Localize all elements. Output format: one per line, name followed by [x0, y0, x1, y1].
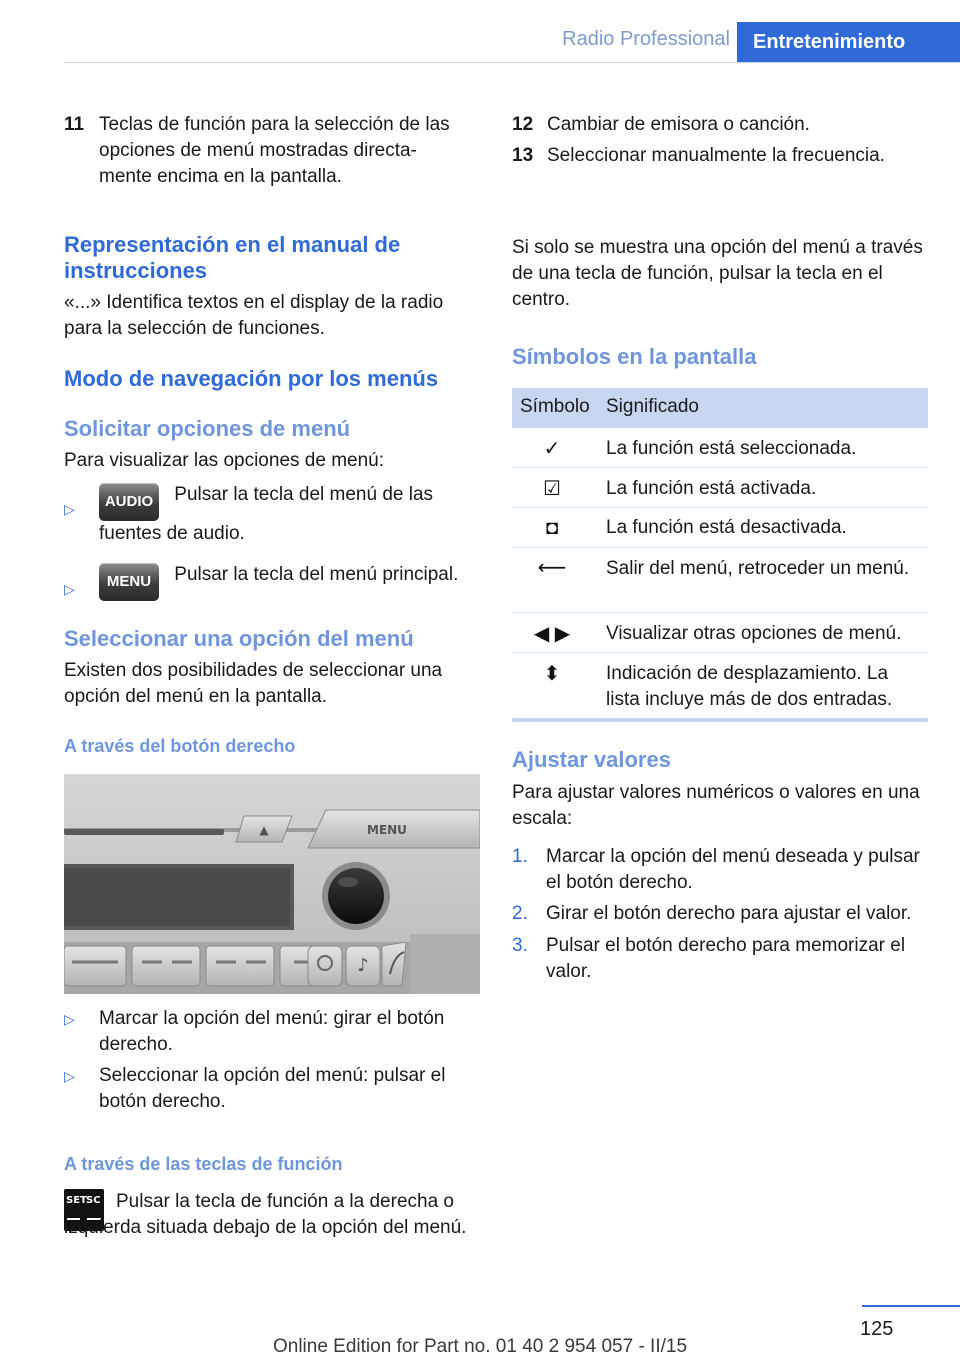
radio-panel-illustration	[64, 774, 480, 994]
back-arrow-icon: ⟵	[537, 557, 567, 579]
heading-simbolos: Símbolos en la pantalla	[512, 344, 757, 369]
step-number: 3.	[512, 935, 528, 956]
step-number: 2.	[512, 903, 528, 924]
bullet-text: Pulsar la tecla del menú principal.	[174, 564, 459, 585]
table-row-text: La función está activada.	[606, 478, 817, 499]
step-item	[512, 901, 928, 927]
heading-teclas-funcion: A través de las teclas de función	[64, 1154, 343, 1174]
list-item-11	[64, 112, 480, 192]
step-text: Marcar la opción del menú deseada y pulsar el botón derecho.	[546, 846, 920, 893]
scroll-indicator-icon: ⬍	[543, 663, 561, 685]
heading-boton-derecho: A través del botón derecho	[64, 736, 296, 756]
table-row-divider	[512, 652, 928, 653]
menu-key-icon: MENU	[99, 563, 159, 601]
sc-label: SC	[86, 1195, 101, 1206]
item-number: 13	[512, 145, 534, 166]
list-item-12	[512, 112, 928, 138]
paragraph-intro-right: Si solo se muestra una opción del menú a través de una tecla de función, pulsar la tecla en el centro.	[512, 237, 923, 310]
bullet-girar	[64, 1006, 480, 1058]
edition-line: Online Edition for Part no. 01 40 2 954 057 - II/15	[272, 1336, 688, 1357]
bullet-triangle-icon: ▷	[64, 581, 75, 597]
step-item	[512, 844, 928, 896]
item-number: 12	[512, 114, 534, 135]
left-right-arrows-icon: ◀ ▶	[533, 623, 571, 645]
heading-solicitar-opciones: Solicitar opciones de menú	[64, 416, 351, 441]
paragraph-representacion: «...» Identifica textos en el display de la radio para la selección de funciones.	[64, 292, 444, 339]
header-section-title: Radio Professional	[562, 28, 730, 50]
paragraph-ajustar: Para ajustar valores numéricos o valores en una escala:	[512, 782, 920, 829]
header-chapter-tab: Entretenimiento	[737, 22, 960, 62]
list-item-13	[512, 143, 928, 169]
table-row-text: Salir del menú, retroceder un menú.	[606, 558, 910, 579]
bullet-pulsar	[64, 1063, 480, 1115]
eject-label: ▲	[259, 823, 269, 837]
table-row-divider	[512, 467, 928, 468]
table-header-symbol: Símbolo	[520, 396, 590, 417]
heading-representacion: Representación en el manual de instrucciones	[64, 232, 401, 283]
step-item	[512, 933, 928, 985]
set-label: SET	[66, 1195, 87, 1206]
table-row-text: La función está seleccionada.	[606, 438, 857, 459]
header-rule	[64, 62, 960, 63]
step-text: Pulsar el botón derecho para memorizar el valor.	[546, 935, 906, 982]
heading-seleccionar-opcion: Seleccionar una opción del menú	[64, 626, 414, 651]
paragraph-teclas: Pulsar la tecla de función a la derecha o izquierda situada debajo de la opción del menú.	[64, 1191, 467, 1238]
item-number: 11	[64, 114, 85, 135]
table-row-divider	[512, 507, 928, 508]
table-row-text: Visualizar otras opciones de menú.	[606, 623, 902, 644]
table-row-divider	[512, 547, 928, 548]
audio-key-icon: AUDIO	[99, 483, 159, 521]
paragraph-seleccionar: Existen dos posibilidades de seleccionar una opción del menú en la pantalla.	[64, 660, 443, 707]
bullet-text: Pulsar la tecla del menú de las fuentes de audio.	[99, 484, 434, 544]
item-text: Seleccionar manualmente la frecuencia.	[547, 145, 885, 166]
bullet-text: Seleccionar la opción del menú: pulsar el botón derecho.	[99, 1065, 446, 1112]
table-header-meaning: Significado	[606, 396, 699, 417]
table-row-text: Indicación de desplazamiento. La lista incluye más de dos entradas.	[606, 663, 893, 710]
step-number: 1.	[512, 846, 528, 867]
page-number: 125	[860, 1318, 894, 1340]
heading-ajustar-valores: Ajustar valores	[512, 747, 671, 772]
bullet-text: Marcar la opción del menú: girar el botón derecho.	[99, 1008, 445, 1055]
bullet-menu-key	[64, 564, 480, 606]
check-active-icon: ☑	[543, 478, 561, 500]
check-icon: ✓	[543, 438, 561, 460]
bullet-triangle-icon: ▷	[64, 501, 75, 517]
item-text: Teclas de función para la selección de las opciones de menú mostradas directa‐ mente encima en la pantalla.	[99, 114, 450, 187]
bullet-triangle-icon: ▷	[64, 1068, 75, 1084]
table-row-text: La función está desactivada.	[606, 517, 847, 538]
table-bottom-rule	[512, 718, 928, 722]
menu-key-label: MENU	[367, 823, 407, 837]
bullet-audio-key	[64, 484, 480, 552]
radio-panel-image	[64, 774, 480, 994]
table-row-divider	[512, 612, 928, 613]
bullet-triangle-icon: ▷	[64, 1011, 75, 1027]
square-inactive-icon: ◘	[545, 517, 559, 539]
footer-rule	[862, 1305, 960, 1307]
svg-text:♪: ♪	[357, 955, 369, 976]
item-text: Cambiar de emisora o canción.	[547, 114, 810, 135]
step-text: Girar el botón derecho para ajustar el valor.	[546, 903, 912, 924]
paragraph-solicitar: Para visualizar las opciones de menú:	[64, 450, 385, 471]
heading-modo-navegacion: Modo de navegación por los menús	[64, 366, 439, 391]
